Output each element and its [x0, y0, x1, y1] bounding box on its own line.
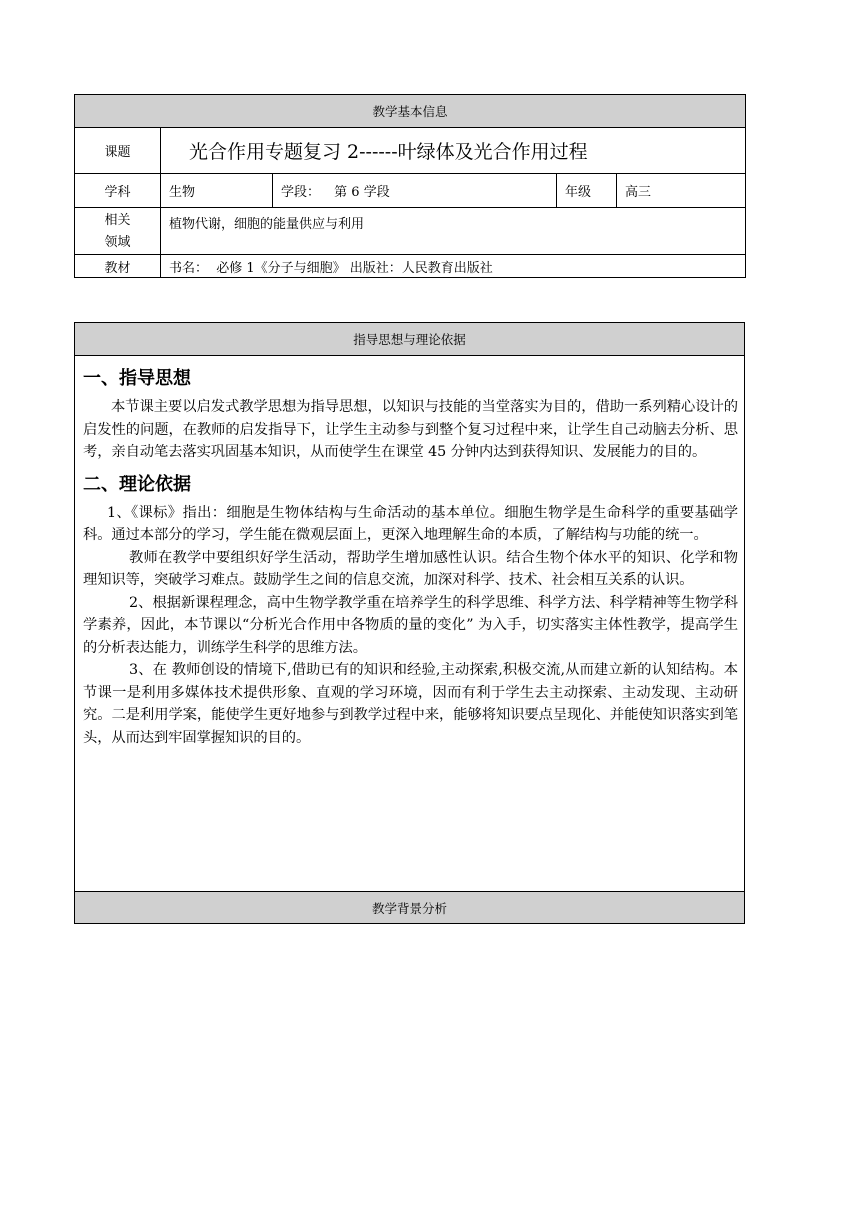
subject-label: 学科 — [75, 174, 161, 208]
topic-value: 光合作用专题复习 2------叶绿体及光合作用过程 — [161, 128, 746, 174]
subject-value: 生物 — [161, 174, 273, 208]
period-cell — [273, 174, 557, 208]
ideology-paragraph: 本节课主要以启发式教学思想为指导思想，以知识与技能的当堂落实为目的，借助一系列精心设计的启发性的问题，在教师的启发指导下，让学生主动参与到整个复习过程中来，让学生自己动脑去分析、思考，亲自动笔去落实巩固基本知识，从而使学生在课堂 45 分钟内达到获得知识、发展能力的目的。 — [83, 399, 738, 460]
topic-label: 课题 — [75, 128, 161, 174]
basic-info-table — [74, 94, 746, 278]
theory-paragraph-3: 2、根据新课程理念，高中生物学教学重在培养学生的科学思维、科学方法、科学精神等生物学科学素养，因此，本节课以“分析光合作用中各物质的量的变化” 为入手，切实落实主体性教学，提高学生的分析表达能力，训练学生科学的思维方法。 — [83, 594, 738, 656]
section-ideology-title: 一、指导思想 — [83, 368, 191, 389]
theory-paragraph-2: 教师在教学中要组织好学生活动，帮助学生增加感性认识。结合生物个体水平的知识、化学和物理知识等，突破学习难点。鼓励学生之间的信息交流，加深对科学、技术、社会相互关系的认识。 — [83, 549, 738, 588]
domain-label-line2: 领域 — [104, 235, 131, 250]
guidance-header: 指导思想与理论依据 — [75, 323, 745, 356]
grade-label: 年级 — [557, 174, 617, 208]
guidance-content — [75, 356, 745, 892]
domain-label-line1: 相关 — [104, 213, 131, 228]
section-theory-title: 二、理论依据 — [83, 473, 191, 495]
domain-label — [75, 208, 161, 255]
background-analysis-header: 教学背景分析 — [75, 892, 745, 924]
textbook-value: 书名： 必修 1《分子与细胞》 出版社：人民教育出版社 — [161, 255, 746, 278]
period-label: 学段： — [281, 185, 321, 200]
theory-paragraph-4: 3、在 教师创设的情境下,借助已有的知识和经验,主动探索,积极交流,从而建立新的认知结构。本节课一是利用多媒体技术提供形象、直观的学习环境，因而有利于学生去主动探索、主动发现、主动研究。二是利用学案，能使学生更好地参与到教学过程中来，能够将知识要点呈现化、并能使知识落实到笔头，从而达到牢固掌握知识的目的。 — [83, 662, 738, 746]
period-value: 第 6 学段 — [334, 185, 390, 200]
basic-info-header: 教学基本信息 — [75, 95, 746, 128]
guidance-table — [74, 322, 745, 924]
grade-value: 高三 — [617, 174, 746, 208]
domain-value: 植物代谢，细胞的能量供应与利用 — [161, 208, 746, 255]
textbook-label: 教材 — [75, 255, 161, 278]
theory-paragraph-1: 1、《课标》指出：细胞是生物体结构与生命活动的基本单位。细胞生物学是生命科学的重要基础学科。通过本部分的学习，学生能在微观层面上，更深入地理解生命的本质，了解结构与功能的统一。 — [83, 504, 738, 543]
